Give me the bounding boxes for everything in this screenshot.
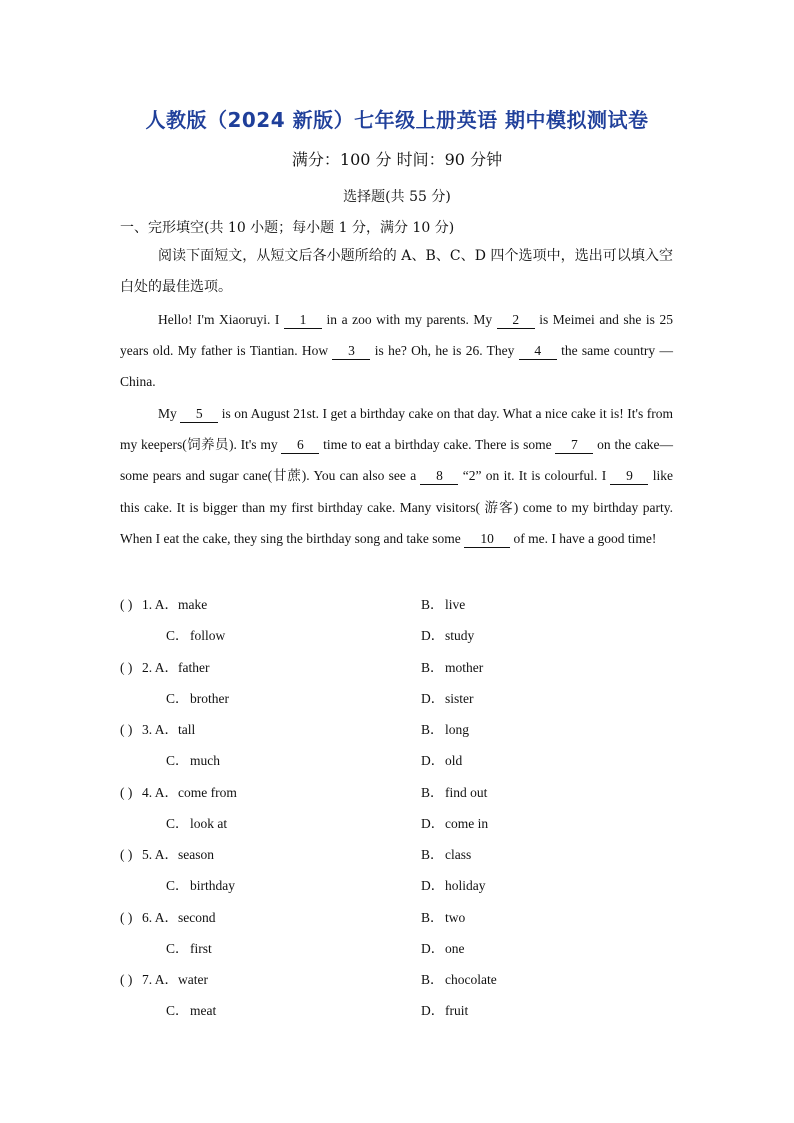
option-a-text: water [178, 972, 208, 987]
option-b [421, 593, 465, 613]
answer-blank: 5 [180, 406, 218, 423]
option-letter: A． [154, 909, 179, 925]
question-number: 5. [142, 847, 155, 862]
passage-text: is on August 21st. I get a birthday cake on that day. What a nice cake it is! It's from my keepers(饲养员). It's my [120, 406, 673, 453]
option-c [166, 624, 225, 644]
option-a-text: tall [178, 722, 196, 737]
option-d-text: sister [445, 690, 474, 706]
option-c [166, 874, 235, 894]
question-number: 1. [142, 597, 155, 612]
option-letter: B． [421, 722, 444, 737]
option-letter: C． [166, 878, 189, 893]
answer-bracket[interactable]: ( ) [120, 659, 133, 675]
option-letter: A． [154, 847, 179, 862]
option-b-text: chocolate [445, 972, 497, 987]
option-c-text: meat [190, 1003, 217, 1018]
question-number: 6. [142, 909, 155, 925]
option-a-text: make [178, 597, 208, 612]
option-d-text: one [445, 940, 465, 956]
answer-blank: 7 [555, 437, 593, 454]
option-c-text: birthday [190, 878, 235, 893]
answer-blank: 8 [420, 468, 458, 485]
question-stem [120, 906, 216, 926]
question-stem [120, 781, 237, 801]
option-c [166, 812, 227, 832]
passage-text: the same country —China. [120, 343, 673, 390]
exam-title: 人教版（2024 新版）七年级上册英语 期中模拟测试卷 [145, 108, 649, 132]
answer-blank: 10 [464, 531, 510, 548]
answer-bracket[interactable]: ( ) [120, 909, 133, 925]
option-a-text: come from [178, 784, 237, 800]
answer-bracket[interactable]: ( ) [120, 784, 133, 800]
passage-text: Hello! I'm Xiaoruyi. I [158, 312, 284, 327]
option-letter: C． [166, 753, 189, 768]
option-d [421, 937, 465, 957]
passage-text: “2” on it. It is colourful. I [458, 468, 611, 484]
option-c [166, 749, 220, 769]
option-letter: D． [421, 940, 445, 956]
option-c-text: brother [190, 690, 229, 706]
passage-text: is Meimei and she is 25 years old. My father is Tiantian. How [120, 312, 673, 359]
option-letter: D． [421, 753, 445, 768]
option-letter: D． [421, 878, 445, 893]
option-b [421, 968, 497, 988]
passage-text: time to eat a birthday cake. There is some [319, 437, 556, 453]
option-letter: B． [421, 784, 444, 800]
option-c [166, 687, 229, 707]
option-letter: A． [154, 597, 179, 612]
passage-paragraph-2 [120, 398, 673, 554]
option-letter: A． [154, 972, 179, 987]
option-c-text: much [190, 753, 220, 768]
option-letter: B． [421, 659, 444, 675]
question-number: 4. [142, 784, 155, 800]
option-letter: C． [166, 940, 189, 956]
option-letter: C． [166, 690, 189, 706]
passage-text: My [158, 406, 181, 421]
option-a-text: season [178, 847, 215, 862]
option-b-text: mother [445, 659, 484, 675]
option-letter: A． [154, 784, 179, 800]
option-c-text: look at [190, 815, 228, 831]
option-letter: A． [154, 659, 179, 675]
option-d [421, 812, 488, 832]
passage-text: of me. I have a good time! [510, 530, 657, 546]
option-d-text: old [445, 753, 463, 768]
question-number: 2. [142, 659, 155, 675]
option-b [421, 906, 465, 926]
answer-blank: 6 [281, 437, 319, 454]
option-d-text: study [445, 628, 475, 643]
option-letter: B． [421, 597, 444, 612]
option-c [166, 999, 216, 1019]
option-d [421, 624, 474, 644]
answer-blank: 3 [332, 343, 370, 360]
option-letter: D． [421, 815, 445, 831]
answer-blank: 1 [284, 312, 322, 329]
option-c [166, 937, 212, 957]
option-a-text: father [178, 659, 210, 675]
option-d-text: holiday [445, 878, 486, 893]
option-letter: D． [421, 690, 445, 706]
question-number: 3. [142, 722, 155, 737]
passage-paragraph-1 [120, 304, 673, 398]
option-b [421, 656, 483, 676]
option-letter: B． [421, 847, 444, 862]
option-letter: D． [421, 628, 445, 643]
option-b-text: two [445, 909, 466, 925]
option-b [421, 781, 487, 801]
passage-text: like this cake. It is bigger than my first birthday cake. Many visitors( 游客) come to my birthday party. When I eat the cake, they sing the birthday song and take some [120, 468, 673, 546]
answer-bracket[interactable]: ( ) [120, 847, 133, 862]
option-d-text: come in [445, 815, 489, 831]
option-b [421, 843, 471, 863]
question-stem [120, 593, 207, 613]
option-b-text: live [445, 597, 466, 612]
option-letter: A． [154, 722, 179, 737]
part-heading: 一、完形填空(共 10 小题；每小题 1 分，满分 10 分) [120, 220, 455, 236]
option-letter: C． [166, 815, 189, 831]
option-letter: B． [421, 909, 444, 925]
option-letter: C． [166, 1003, 189, 1018]
option-b-text: class [445, 847, 472, 862]
question-number: 7. [142, 972, 155, 987]
answer-blank: 4 [519, 343, 557, 360]
option-c-text: first [190, 940, 212, 956]
answer-bracket[interactable]: ( ) [120, 972, 133, 987]
option-b-text: find out [445, 784, 488, 800]
option-d [421, 687, 474, 707]
option-d [421, 999, 468, 1019]
instructions: 阅读下面短文，从短文后各小题所给的 A、B、C、D 四个选项中，选出可以填入空白处的最佳选项。 [120, 248, 673, 296]
passage-text: on the cake—some pears and sugar cane(甘蔗). You can also see a [120, 437, 673, 484]
passage-text: in a zoo with my parents. My [321, 312, 497, 327]
answer-bracket[interactable]: ( ) [120, 597, 133, 612]
option-letter: D． [421, 1003, 445, 1018]
option-a-text: second [178, 909, 216, 925]
option-b [421, 718, 469, 738]
section-heading: 选择题(共 55 分) [343, 189, 451, 205]
option-d-text: fruit [445, 1003, 469, 1018]
option-b-text: long [445, 722, 470, 737]
answer-blank: 9 [610, 468, 648, 485]
option-letter: C． [166, 628, 189, 643]
question-stem [120, 718, 195, 738]
passage-text: is he? Oh, he is 26. They [370, 343, 519, 359]
option-c-text: follow [190, 628, 226, 643]
question-stem [120, 843, 214, 863]
option-d [421, 749, 462, 769]
exam-score-time: 满分：100 分 时间：90 分钟 [291, 150, 503, 169]
option-d [421, 874, 486, 894]
option-letter: B． [421, 972, 444, 987]
question-stem [120, 968, 208, 988]
question-stem [120, 656, 210, 676]
answer-blank: 2 [497, 312, 535, 329]
answer-bracket[interactable]: ( ) [120, 722, 133, 737]
